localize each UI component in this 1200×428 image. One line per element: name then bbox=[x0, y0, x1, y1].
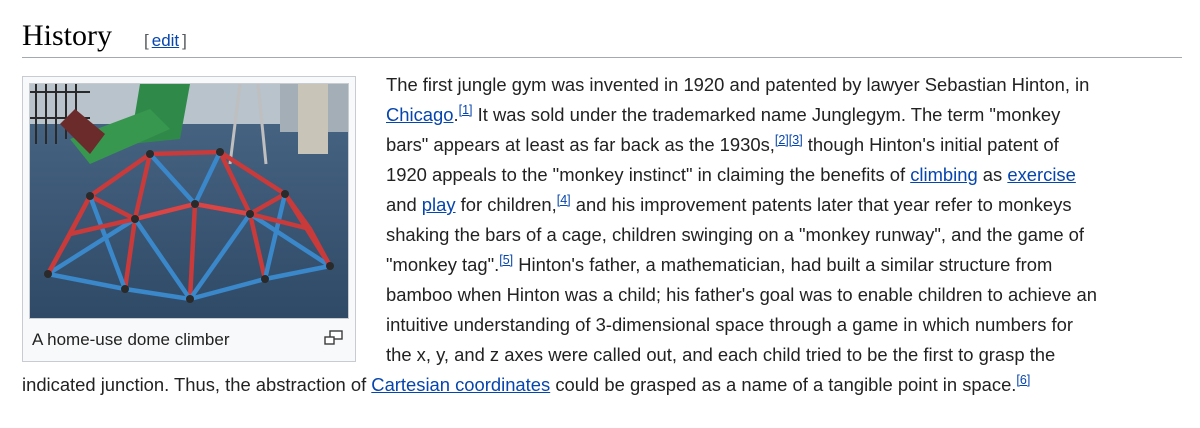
reference-2-link[interactable]: [2] bbox=[774, 132, 789, 147]
section-title: History bbox=[22, 19, 112, 52]
text: as bbox=[977, 164, 1008, 185]
paragraph-line-3 bbox=[386, 130, 1059, 160]
figure-caption: A home-use dome climber bbox=[32, 330, 230, 349]
exercise-link[interactable]: exercise bbox=[1007, 164, 1076, 185]
reference-5-link[interactable]: [5] bbox=[499, 252, 514, 267]
chicago-link[interactable]: Chicago bbox=[386, 104, 454, 125]
climbing-link[interactable]: climbing bbox=[910, 164, 978, 185]
edit-section bbox=[144, 31, 187, 51]
edit-open-bracket: [ bbox=[144, 31, 149, 50]
text: 1920 appeals to the "monkey instinct" in claiming the benefits of bbox=[386, 164, 911, 185]
text: shaking the bars of a cage, children swinging on a "monkey runway", and the game of bbox=[386, 224, 1085, 245]
text: for children, bbox=[455, 194, 557, 215]
paragraph-line-11 bbox=[22, 370, 1030, 400]
text: "monkey tag". bbox=[386, 254, 500, 275]
paragraph-line-9 bbox=[386, 310, 1073, 340]
reference-3-link[interactable]: [3] bbox=[788, 132, 803, 147]
reference-1-link[interactable]: [1] bbox=[458, 102, 473, 117]
paragraph-line-7 bbox=[386, 250, 1052, 280]
edit-link[interactable]: edit bbox=[151, 31, 180, 50]
paragraph-line-8 bbox=[386, 280, 1097, 310]
text: It was sold under the trademarked name Junglegym. The term "monkey bbox=[472, 104, 1061, 125]
paragraph-line-1 bbox=[386, 70, 1089, 100]
edit-close-bracket: ] bbox=[182, 31, 187, 50]
text: the x, y, and z axes were called out, and each child tried to be the first to grasp the bbox=[386, 344, 1056, 365]
text: though Hinton's initial patent of bbox=[802, 134, 1059, 155]
paragraph-line-10 bbox=[386, 340, 1055, 370]
dome-climber-illustration bbox=[30, 84, 348, 318]
text: Hinton's father, a mathematician, had built a similar structure from bbox=[513, 254, 1053, 275]
text: The first jungle gym was invented in 1920 and patented by lawyer Sebastian Hinton, in bbox=[386, 74, 1090, 95]
cartesian-coordinates-link[interactable]: Cartesian coordinates bbox=[371, 374, 551, 395]
reference-4-link[interactable]: [4] bbox=[556, 192, 571, 207]
text: . bbox=[453, 104, 459, 125]
text: indicated junction. Thus, the abstraction of bbox=[22, 374, 372, 395]
paragraph-line-5 bbox=[386, 190, 1072, 220]
text: and bbox=[386, 194, 422, 215]
dome-climber-image[interactable] bbox=[29, 83, 349, 319]
figure-thumbnail bbox=[22, 76, 356, 362]
magnify-clip-icon[interactable] bbox=[324, 330, 344, 346]
text: bars" appears at least as far back as the 1930s, bbox=[386, 134, 775, 155]
text: intuitive understanding of 3-dimensional space through a game in which numbers for bbox=[386, 314, 1073, 335]
play-link[interactable]: play bbox=[421, 194, 456, 215]
reference-6-link[interactable]: [6] bbox=[1016, 372, 1031, 387]
text: could be grasped as a name of a tangible point in space. bbox=[550, 374, 1017, 395]
text: and his improvement patents later that year refer to monkeys bbox=[570, 194, 1072, 215]
paragraph-line-2 bbox=[386, 100, 1060, 130]
paragraph-line-4 bbox=[386, 160, 1076, 190]
paragraph-line-6 bbox=[386, 220, 1084, 250]
text: bamboo when Hinton was a child; his father's goal was to enable children to achieve an bbox=[386, 284, 1097, 305]
section-heading bbox=[22, 14, 1182, 58]
